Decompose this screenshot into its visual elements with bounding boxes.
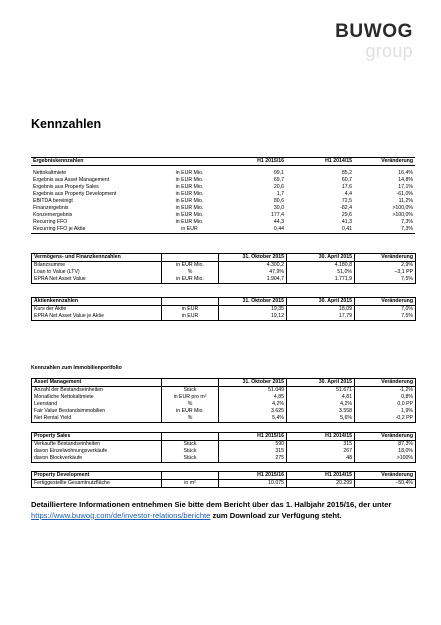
table-cell: Recurring FFO je Aktie [31,226,161,234]
table-header-row [32,254,416,262]
table-cell: in m² [162,480,219,488]
header-cell: H1 2014/15 [287,433,355,441]
table-row [32,448,416,455]
table-cell: Fertiggestellte Gesamtnutzfläche [32,480,162,488]
table-cell: in EUR Mio. [175,212,204,218]
table-cell: in EUR pro m² [162,394,219,401]
table-cell: EPRA Net Asset Value [32,276,162,284]
table-cell: 4,85 [219,394,287,401]
table-cell: in EUR Mio. [175,170,204,176]
table-header-row [32,379,416,387]
table-cell: in EUR Mio. [175,198,204,204]
table-row [31,177,415,184]
table-cell: 18,09 [287,306,355,314]
header-cell: Veränderung [355,254,416,262]
table-cell: >100% [355,455,416,463]
table-cell: 315 [287,441,355,449]
table-cell: 51.671 [287,387,355,395]
table-cell: 19,12 [219,313,287,321]
header-cell [161,158,218,166]
table-cell: 69,7 [273,177,284,183]
table-cell: >100,0% [392,212,413,218]
table-row [31,170,415,177]
table-row [32,480,416,488]
table-cell: -0,2 PP [355,415,416,423]
table-row [32,441,416,449]
table-cell: Stück [162,441,219,449]
table-cell: EBITDA bereinigt [33,198,73,204]
table-cell: 17,1% [398,184,413,190]
table-cell: Anzahl der Bestandseinheiten [32,387,162,395]
table-cell: 4,81 [287,394,355,401]
header-cell: 30. April 2015 [287,254,355,262]
header-cell: Aktienkennzahlen [32,298,162,306]
table-header-row [32,472,416,480]
table-cell: in EUR Mio. [162,262,219,270]
table-aktienkennzahlen [31,297,415,321]
table-row [31,198,415,205]
table-cell: in EUR Mio. [175,184,204,190]
report-link[interactable]: https://www.buwog.com/de/investor-relations/berichte [31,510,211,520]
header-cell: Veränderung [355,433,416,441]
table-cell: 3.558 [287,408,355,415]
table-cell: 85,2 [341,170,352,176]
table-cell: 20,6 [273,184,284,190]
table-cell: in EUR Mio. [175,177,204,183]
table-cell: Net Rental Yield [32,415,162,423]
table-cell: 7,3% [401,219,413,225]
table-row [32,401,416,408]
table-cell: -61,0% [396,191,413,197]
table-cell: Leerstand [32,401,162,408]
table-header-row [32,298,416,306]
header-cell [162,254,219,262]
table-cell: 17,6 [341,184,352,190]
header-cell: Veränderung [355,298,416,306]
table-row [32,262,416,270]
header-cell: Vermögens- und Finanzkennzahlen [32,254,162,262]
table-cell: >100,0% [392,205,413,211]
footer-text-after: zum Download zur Verfügung steht. [210,510,342,520]
table-row [32,306,416,314]
table-cell: −50,4% [355,480,416,488]
table-row [31,219,415,226]
table-cell: 4.180,8 [287,262,355,270]
header-cell: H1 2014/15 [287,472,355,480]
table-cell: in EUR [161,226,218,234]
table-cell: Ergebnis aus Property Sales [33,184,99,190]
data-table [31,253,416,284]
header-cell: Asset Management [32,379,162,387]
table-cell: Bilanzsumme [32,262,162,270]
table-cell: 72,5 [341,198,352,204]
table-cell: 1,7 [276,191,284,197]
table-cell: 80,6 [273,198,284,204]
table-cell: Loan to Value (LTV) [32,269,162,276]
table-cell: Stück [162,455,219,463]
table-cell: 1.771,9 [287,276,355,284]
portfolio-heading: Kennzahlen zum Immobilienportfolio [31,365,122,371]
table-cell: Ergebnis aus Property Development [33,191,117,197]
page-title: Kennzahlen [31,117,102,131]
table-cell: 0,0 PP [355,401,416,408]
table-cell: Monatliche Nettokaltmiete [32,394,162,401]
header-cell: Veränderung [354,158,415,166]
data-table [31,157,415,234]
header-cell: 31. Oktober 2015 [219,254,287,262]
table-cell: Finanzergebnis [33,205,69,211]
table-cell: -82,4 [340,205,352,211]
logo-brand: BUWOG [335,21,413,42]
table-row [32,394,416,401]
header-cell: Property Sales [32,433,162,441]
table-cell: % [162,269,219,276]
table-cell: 4,2% [287,401,355,408]
table-property-development [31,471,415,488]
table-cell: 19,35 [219,306,287,314]
header-cell: H1 2015/16 [219,472,287,480]
header-cell: 30. April 2015 [287,379,355,387]
table-cell: 44,3 [273,219,284,225]
table-header-row [32,433,416,441]
header-cell: Veränderung [355,472,416,480]
table-cell: 5,6% [287,415,355,423]
table-cell: 7,3% [354,226,415,234]
table-cell: 99,1 [273,170,284,176]
table-cell: 51.049 [219,387,287,395]
table-asset-management [31,378,415,423]
table-cell: 10.075 [219,480,287,488]
table-row [32,415,416,423]
table-cell: 590 [219,441,287,449]
table-cell: in EUR [162,313,219,321]
table-cell: Nettokaltmiete [33,170,67,176]
header-cell [162,433,219,441]
footer-note [31,500,421,521]
data-table [31,297,416,321]
header-cell: H1 2015/16 [218,158,286,166]
table-ergebniskennzahlen [31,157,415,234]
table-row [32,269,416,276]
data-table [31,378,416,423]
table-cell: 1,9% [355,408,416,415]
table-cell: 47,9% [219,269,287,276]
table-cell: 0,41 [286,226,354,234]
table-row [32,387,416,395]
table-row [32,455,416,463]
header-cell: 30. April 2015 [287,298,355,306]
table-cell: in EUR Mio. [175,191,204,197]
table-cell: 17,79 [287,313,355,321]
table-cell: Fair Value Bestandsimmobilien [32,408,162,415]
table-cell: in EUR Mio. [175,205,204,211]
header-cell: H1 2014/15 [286,158,354,166]
table-cell: 4,2% [219,401,287,408]
table-cell: 7,0% [355,306,416,314]
table-vermoegens-finanzkennzahlen [31,253,415,284]
table-cell: 4.300,2 [219,262,287,270]
table-cell: in EUR Mio. [162,276,219,284]
header-cell: Veränderung [355,379,416,387]
table-cell: Verkaufte Bestandseinheiten [32,441,162,449]
header-cell: Property Development [32,472,162,480]
table-cell: 3.625 [219,408,287,415]
data-table [31,432,416,463]
table-cell: davon Blockverkäufe [32,455,162,463]
table-row [31,184,415,191]
table-cell: 7,5% [355,313,416,321]
table-cell: 0,44 [218,226,286,234]
footer-text-before: Detailliertere Informationen entnehmen Sie bitte dem Bericht über das 1. Halbjahr 2015/16, der unter [31,500,392,509]
table-cell: Kurs der Aktie [32,306,162,314]
table-cell: 1.904,7 [219,276,287,284]
table-cell: 2,9% [355,262,416,270]
table-cell: in EUR Mio. [175,219,204,225]
table-cell: 41,3 [341,219,352,225]
table-cell: 20.299 [287,480,355,488]
data-table [31,471,416,488]
table-cell: EPRA Net Asset Value je Aktie [32,313,162,321]
header-cell: Ergebniskennzahlen [31,158,161,166]
table-cell: 0,8% [355,394,416,401]
header-cell [162,472,219,480]
table-row [31,205,415,212]
table-cell: Stück [162,387,219,395]
table-cell: 275 [219,455,287,463]
table-cell: in EUR [162,306,219,314]
table-cell: Konzernergebnis [33,212,73,218]
logo-sub: group [365,41,413,61]
table-cell: 7,5% [355,276,416,284]
buwog-logo [335,22,413,60]
table-cell: 14,8% [398,177,413,183]
table-cell: Recurring FFO [33,219,68,225]
table-cell: in EUR Mio. [162,408,219,415]
table-cell: Stück [162,448,219,455]
table-cell: 29,6 [341,212,352,218]
header-cell [162,379,219,387]
table-cell: 4,4 [344,191,352,197]
table-header-row [31,158,415,166]
table-cell: 30,0 [273,205,284,211]
table-cell: 18,0% [355,448,416,455]
table-cell: 5,4% [219,415,287,423]
table-cell: % [162,401,219,408]
table-row [31,191,415,198]
table-cell: Ergebnis aus Asset Management [33,177,110,183]
table-cell: 16,4% [398,170,413,176]
header-cell: 31. Oktober 2015 [219,298,287,306]
table-row [31,212,415,219]
header-cell: 31. Oktober 2015 [219,379,287,387]
table-cell: 51,0% [287,269,355,276]
header-cell: H1 2015/16 [219,433,287,441]
table-cell: 48 [287,455,355,463]
table-cell: 11,2% [398,198,413,204]
table-cell: –3,1 PP [355,269,416,276]
table-cell: % [162,415,219,423]
table-cell: 60,7 [341,177,352,183]
table-cell: 267 [287,448,355,455]
table-row [32,408,416,415]
table-cell: -1,2% [355,387,416,395]
table-row [32,276,416,284]
table-row [31,226,415,234]
table-row [32,313,416,321]
table-cell: 177,4 [271,212,284,218]
header-cell [162,298,219,306]
table-cell: 315 [219,448,287,455]
table-cell: 87,3% [355,441,416,449]
table-cell: davon Einzelwohnungsverkäufe [32,448,162,455]
table-property-sales [31,432,415,463]
